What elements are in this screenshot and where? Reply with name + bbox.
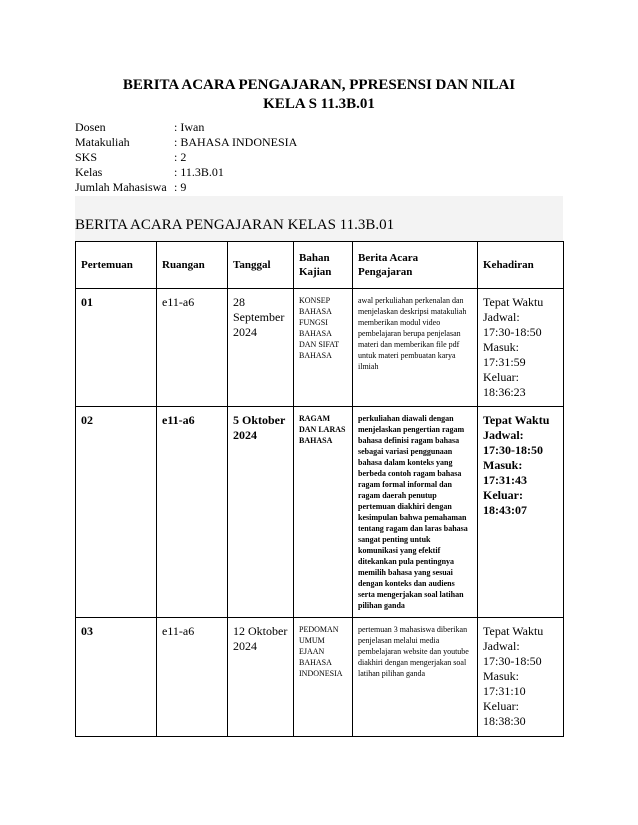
info-value: : 11.3B.01 xyxy=(174,165,224,179)
kehadiran-keluar-label: Keluar: xyxy=(483,488,523,502)
kehadiran-keluar: 18:36:23 xyxy=(483,385,526,399)
kehadiran-status: Tepat Waktu xyxy=(483,624,544,638)
info-value: : 2 xyxy=(174,150,187,164)
kehadiran-keluar: 18:38:30 xyxy=(483,714,526,728)
header-tanggal: Tanggal xyxy=(228,242,294,289)
header-ruangan: Ruangan xyxy=(157,242,228,289)
kehadiran-keluar: 18:43:07 xyxy=(483,503,527,517)
info-value: : Iwan xyxy=(174,120,205,134)
cell-bahan-kajian: PEDOMAN UMUM EJAAN BAHASA INDONESIA xyxy=(294,618,353,737)
kehadiran-jadwal-label: Jadwal: xyxy=(483,310,520,324)
cell-tanggal: 28 September 2024 xyxy=(228,289,294,407)
info-value: : 9 xyxy=(174,180,187,194)
cell-bahan-kajian: RAGAM DAN LARAS BAHASA xyxy=(294,407,353,618)
cell-kehadiran xyxy=(478,289,564,407)
header-kehadiran: Kehadiran xyxy=(478,242,564,289)
title-line-2: KELA S 11.3B.01 xyxy=(263,96,375,112)
info-label: Kelas xyxy=(75,165,103,179)
info-row-kelas xyxy=(75,165,297,180)
cell-kehadiran xyxy=(478,407,564,618)
kehadiran-keluar-label: Keluar: xyxy=(483,699,519,713)
table-row xyxy=(76,289,564,407)
cell-ruangan: e11-a6 xyxy=(157,289,228,407)
info-label: Jumlah Mahasiswa xyxy=(75,180,167,194)
section-title: BERITA ACARA PENGAJARAN KELAS 11.3B.01 xyxy=(75,217,395,233)
cell-berita-acara: pertemuan 3 mahasiswa diberikan penjelasan melalui media pembelajaran website dan youtube diakhiri dengan mengerjakan soal latihan pilihan ganda xyxy=(353,618,478,737)
cell-pertemuan: 02 xyxy=(76,407,157,618)
kehadiran-jadwal: 17:30-18:50 xyxy=(483,443,543,457)
cell-berita-acara: perkuliahan diawali dengan menjelaskan pengertian ragam bahasa definisi ragam bahasa sebagai variasi penggunaan bahasa dalam konteks yang berbeda contoh ragam bahasa ragam formal informal dan ragam daerah penutup pertemuan diakhiri dengan kesimpulan bahwa pemahaman tentang ragam dan laras bahasa sangat penting untuk komunikasi yang efektif ditekankan pula pentingnya memilih bahasa yang sesuai dengan konteks dan audiens serta mengerjakan soal latihan pilihan ganda xyxy=(353,407,478,618)
kehadiran-masuk-label: Masuk: xyxy=(483,340,519,354)
kehadiran-masuk: 17:31:59 xyxy=(483,355,526,369)
info-row-matakuliah xyxy=(75,135,297,150)
cell-tanggal: 5 Oktober 2024 xyxy=(228,407,294,618)
info-value: : BAHASA INDONESIA xyxy=(174,135,298,149)
cell-bahan-kajian: KONSEP BAHASA FUNGSI BAHASA DAN SIFAT BAHASA xyxy=(294,289,353,407)
kehadiran-status: Tepat Waktu xyxy=(483,295,544,309)
course-info xyxy=(75,120,297,195)
kehadiran-masuk: 17:31:43 xyxy=(483,473,527,487)
kehadiran-jadwal: 17:30-18:50 xyxy=(483,325,542,339)
kehadiran-jadwal-label: Jadwal: xyxy=(483,428,524,442)
info-row-jumlah-mahasiswa xyxy=(75,180,297,195)
cell-pertemuan: 03 xyxy=(76,618,157,737)
cell-pertemuan: 01 xyxy=(76,289,157,407)
cell-ruangan: e11-a6 xyxy=(157,407,228,618)
kehadiran-masuk-label: Masuk: xyxy=(483,458,523,472)
table-header-row xyxy=(76,242,564,289)
info-label: SKS xyxy=(75,150,98,164)
kehadiran-keluar-label: Keluar: xyxy=(483,370,519,384)
kehadiran-status: Tepat Waktu xyxy=(483,413,550,427)
page-title xyxy=(0,76,638,114)
cell-berita-acara: awal perkuliahan perkenalan dan menjelaskan deskripsi matakuliah memberikan modul video pembelajaran berupa penjelasan materi dan memberikan file pdf untuk materi pembuatan karya ilmiah xyxy=(353,289,478,407)
title-line-1: BERITA ACARA PENGAJARAN, PPRESENSI DAN NILAI xyxy=(122,77,516,93)
kehadiran-jadwal-label: Jadwal: xyxy=(483,639,520,653)
cell-kehadiran xyxy=(478,618,564,737)
kehadiran-masuk: 17:31:10 xyxy=(483,684,526,698)
cell-ruangan: e11-a6 xyxy=(157,618,228,737)
teaching-record-table xyxy=(75,241,564,737)
kehadiran-masuk-label: Masuk: xyxy=(483,669,519,683)
info-row-sks xyxy=(75,150,297,165)
header-berita-acara: Berita Acara Pengajaran xyxy=(353,242,478,289)
info-label: Matakuliah xyxy=(75,135,130,149)
info-label: Dosen xyxy=(75,120,106,134)
table-row xyxy=(76,618,564,737)
header-pertemuan: Pertemuan xyxy=(76,242,157,289)
info-row-dosen xyxy=(75,120,297,135)
kehadiran-jadwal: 17:30-18:50 xyxy=(483,654,542,668)
cell-tanggal: 12 Oktober 2024 xyxy=(228,618,294,737)
header-bahan-kajian: Bahan Kajian xyxy=(294,242,353,289)
table-row xyxy=(76,407,564,618)
